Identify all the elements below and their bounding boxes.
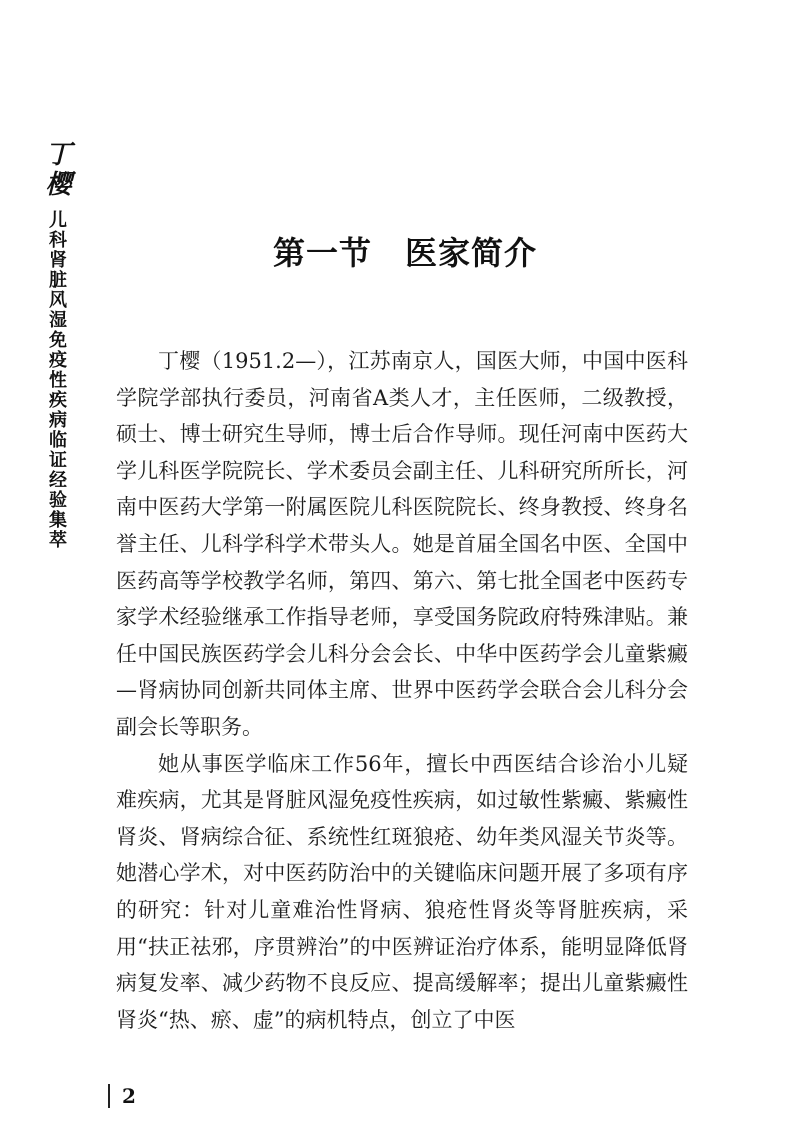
- page-marker-bar: [108, 1084, 110, 1108]
- author-name: 丁樱: [41, 140, 71, 200]
- body-text: [116, 343, 688, 1038]
- running-title: [36, 140, 76, 550]
- page-number: 2: [122, 1084, 136, 1108]
- series-title: 儿科肾脏风湿免疫性疾病临证经验集萃: [46, 210, 67, 550]
- paragraph-2: 她从事医学临床工作56年，擅长中西医结合诊治小儿疑难疾病，尤其是肾脏风湿免疫性疾病，如过敏性紫癜、紫癜性肾炎、肾病综合征、系统性红斑狼疮、幼年类风湿关节炎等。她潜心学术，对中医药防治中的关键临床问题开展了多项有序的研究：针对儿童难治性肾病、狼疮性肾炎等肾脏疾病，采用“扶正祛邪，序贯辨治”的中医辨证治疗体系，能明显降低肾病复发率、减少药物不良反应、提高缓解率；提出儿童紫癜性肾炎“热、瘀、虚”的病机特点，创立了中医: [116, 751, 688, 1032]
- page-footer: [108, 1084, 136, 1108]
- section-title: 第一节 医家简介: [272, 234, 537, 272]
- paragraph-1: 丁樱（1951.2—），江苏南京人，国医大师，中国中医科学院学部执行委员，河南省A类人才，主任医师，二级教授，硕士、博士研究生导师，博士后合作导师。现任河南中医药大学儿科医学院院长、学术委员会副主任、儿科研究所所长，河南中医药大学第一附属医院儿科医院院长、终身教授、终身名誉主任、儿科学科学术带头人。她是首届全国名中医、全国中医药高等学校教学名师，第四、第六、第七批全国老中医药专家学术经验继承工作指导老师，享受国务院政府特殊津贴。兼任中国民族医药学会儿科分会会长、中华中医药学会儿童紫癜—肾病协同创新共同体主席、世界中医药学会联合会儿科分会副会长等职务。: [116, 349, 688, 739]
